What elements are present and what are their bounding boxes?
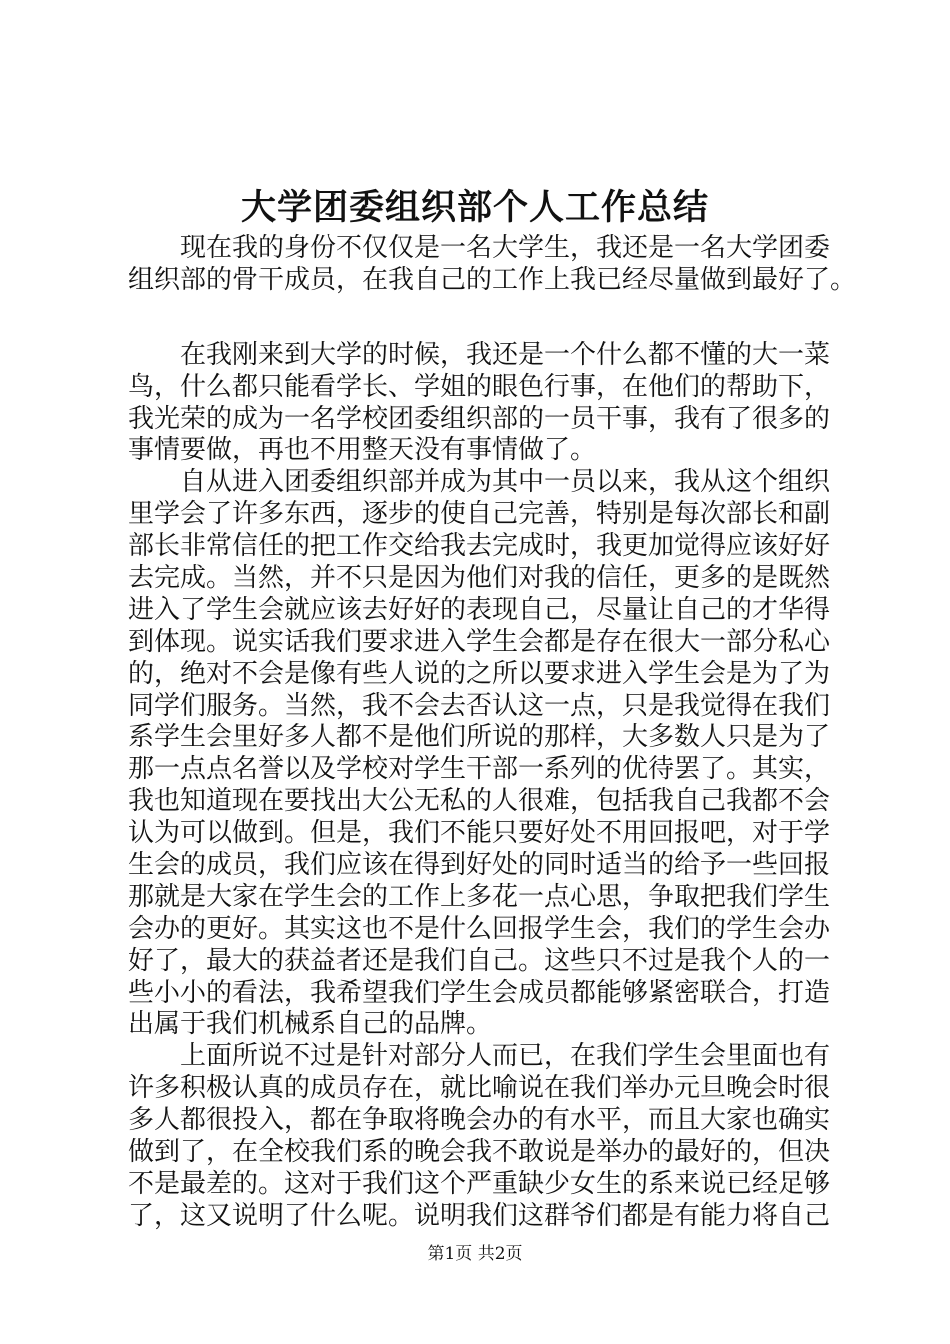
paragraph-line: 好了，最大的获益者还是我们自己。这些只不过是我个人的一 (128, 945, 831, 976)
paragraph-line: 上面所说不过是针对部分人而已，在我们学生会里面也有 (180, 1041, 831, 1072)
paragraph-line: 认为可以做到。但是，我们不能只要好处不用回报吧，对于学 (128, 818, 831, 849)
paragraph-line: 会办的更好。其实这也不是什么回报学生会，我们的学生会办 (128, 913, 831, 944)
paragraph-line: 我也知道现在要找出大公无私的人很难，包括我自己我都不会 (128, 786, 831, 817)
page-number-footer: 第1页 共2页 (427, 1244, 523, 1264)
paragraph-line: 系学生会里好多人都不是他们所说的那样，大多数人只是为了 (128, 722, 831, 753)
paragraph-line: 那就是大家在学生会的工作上多花一点心思，争取把我们学生 (128, 881, 831, 912)
paragraph-line: 许多积极认真的成员存在，就比喻说在我们举办元旦晚会时很 (128, 1073, 831, 1104)
paragraph-spacer (128, 297, 848, 340)
paragraph-1 (128, 233, 857, 297)
paragraph-line: 出属于我们机械系自己的品牌。 (128, 1009, 493, 1040)
paragraph-4 (128, 1041, 848, 1232)
paragraph-line: 不是最差的。这对于我们这个严重缺少女生的系来说已经足够 (128, 1168, 831, 1199)
paragraph-line: 事情要做，再也不用整天没有事情做了。 (128, 435, 597, 466)
paragraph-line: 鸟，什么都只能看学长、学姐的眼色行事，在他们的帮助下， (128, 371, 831, 402)
paragraph-line: 那一点点名誉以及学校对学生干部一系列的优待罢了。其实， (128, 754, 831, 785)
paragraph-line: 进入了学生会就应该去好好的表现自己，尽量让自己的才华得 (128, 594, 831, 625)
paragraph-line: 生会的成员，我们应该在得到好处的同时适当的给予一些回报 (128, 850, 831, 881)
paragraph-line: 在我刚来到大学的时候，我还是一个什么都不懂的大一菜 (180, 339, 831, 370)
document-title: 大学团委组织部个人工作总结 (240, 187, 709, 228)
paragraph-line: 些小小的看法，我希望我们学生会成员都能够紧密联合，打造 (128, 977, 831, 1008)
paragraph-line: 做到了，在全校我们系的晚会我不敢说是举办的最好的，但决 (128, 1137, 831, 1168)
paragraph-line: 去完成。当然，并不只是因为他们对我的信任，更多的是既然 (128, 563, 831, 594)
paragraph-line: 多人都很投入，都在争取将晚会办的有水平，而且大家也确实 (128, 1105, 831, 1136)
paragraph-line: 同学们服务。当然，我不会去否认这一点，只是我觉得在我们 (128, 690, 831, 721)
paragraph-line: 组织部的骨干成员，在我自己的工作上我已经尽量做到最好了。 (128, 264, 857, 295)
paragraph-2 (128, 340, 848, 468)
paragraph-line: 现在我的身份不仅仅是一名大学生，我还是一名大学团委 (180, 233, 831, 263)
paragraph-line: 我光荣的成为一名学校团委组织部的一员干事，我有了很多的 (128, 403, 831, 434)
document-body (128, 233, 857, 1233)
paragraph-line: 了，这又说明了什么呢。说明我们这群爷们都是有能力将自己 (128, 1200, 831, 1231)
paragraph-line: 到体现。说实话我们要求进入学生会都是存在很大一部分私心 (128, 626, 831, 657)
paragraph-line: 部长非常信任的把工作交给我去完成时，我更加觉得应该好好 (128, 531, 831, 562)
paragraph-line: 里学会了许多东西，逐步的使自己完善，特别是每次部长和副 (128, 499, 831, 530)
paragraph-line: 自从进入团委组织部并成为其中一员以来，我从这个组织 (180, 467, 831, 498)
paragraph-line: 的，绝对不会是像有些人说的之所以要求进入学生会是为了为 (128, 658, 831, 689)
paragraph-3 (128, 467, 848, 1041)
